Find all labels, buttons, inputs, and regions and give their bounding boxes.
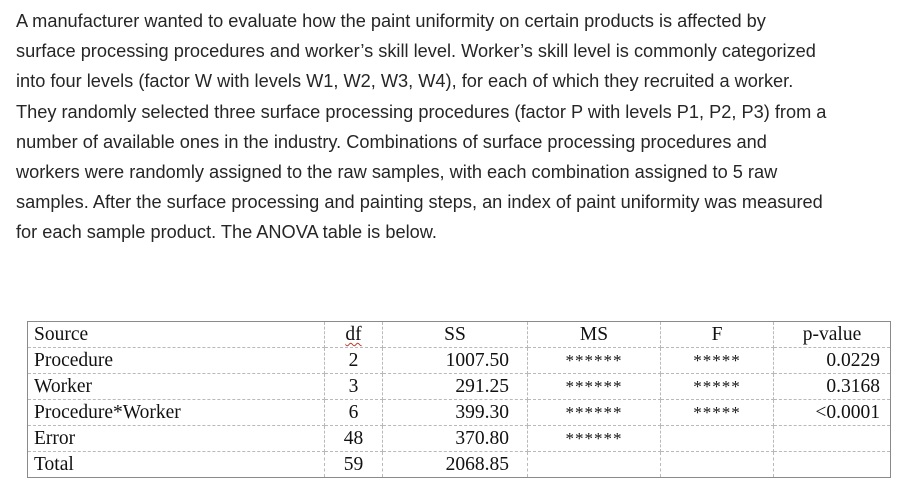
cell-p-value: <0.0001 <box>774 400 891 426</box>
cell-p-value: 0.0229 <box>774 348 891 374</box>
table-row <box>28 374 891 400</box>
cell-source: Total <box>28 452 325 478</box>
cell-ms <box>528 452 661 478</box>
header-ss: SS <box>383 322 528 348</box>
problem-statement <box>16 6 906 248</box>
cell-f: ***** <box>661 348 774 374</box>
paragraph-line: surface processing procedures and worker’s skill level. Worker’s skill level is commonly categorized <box>16 41 816 62</box>
paragraph-line: for each sample product. The ANOVA table is below. <box>16 222 437 243</box>
paragraph-line: A manufacturer wanted to evaluate how the paint uniformity on certain products is affected by <box>16 11 766 31</box>
header-df-label: df <box>345 324 362 345</box>
paragraph-line: number of available ones in the industry. Combinations of surface processing procedures and <box>16 131 767 152</box>
cell-df: 59 <box>325 452 383 478</box>
table-row <box>28 348 891 374</box>
cell-f: ***** <box>661 374 774 400</box>
header-p-value: p-value <box>774 322 891 348</box>
cell-ss: 2068.85 <box>383 452 528 478</box>
header-source: Source <box>28 322 325 348</box>
cell-df: 48 <box>325 426 383 452</box>
cell-source: Procedure*Worker <box>28 400 325 426</box>
header-ms: MS <box>528 322 661 348</box>
paragraph-line: into four levels (factor W with levels W1, W2, W3, W4), for each of which they recruited a worker. <box>16 71 794 92</box>
table-row <box>28 426 891 452</box>
cell-p-value <box>774 426 891 452</box>
header-df <box>325 322 383 348</box>
cell-ss: 291.25 <box>383 374 528 400</box>
paragraph-line: They randomly selected three surface processing procedures (factor P with levels P1, P2, P3) from a <box>16 101 827 122</box>
table-row <box>28 400 891 426</box>
cell-source: Worker <box>28 374 325 400</box>
cell-p-value <box>774 452 891 478</box>
cell-ms: ****** <box>528 374 661 400</box>
table-row <box>28 452 891 478</box>
header-f: F <box>661 322 774 348</box>
cell-ms: ****** <box>528 400 661 426</box>
cell-ss: 1007.50 <box>383 348 528 374</box>
cell-ss: 370.80 <box>383 426 528 452</box>
cell-ms: ****** <box>528 426 661 452</box>
cell-ss: 399.30 <box>383 400 528 426</box>
anova-table <box>27 321 891 478</box>
cell-source: Error <box>28 426 325 452</box>
cell-f: ***** <box>661 400 774 426</box>
cell-ms: ****** <box>528 348 661 374</box>
cell-df: 3 <box>325 374 383 400</box>
cell-f <box>661 426 774 452</box>
paragraph-line: samples. After the surface processing and painting steps, an index of paint uniformity was measured <box>16 192 823 213</box>
cell-df: 2 <box>325 348 383 374</box>
paragraph-line: workers were randomly assigned to the raw samples, with each combination assigned to 5 raw <box>16 162 778 183</box>
cell-df: 6 <box>325 400 383 426</box>
cell-f <box>661 452 774 478</box>
cell-source: Procedure <box>28 348 325 374</box>
cell-p-value: 0.3168 <box>774 374 891 400</box>
table-header-row <box>28 322 891 348</box>
